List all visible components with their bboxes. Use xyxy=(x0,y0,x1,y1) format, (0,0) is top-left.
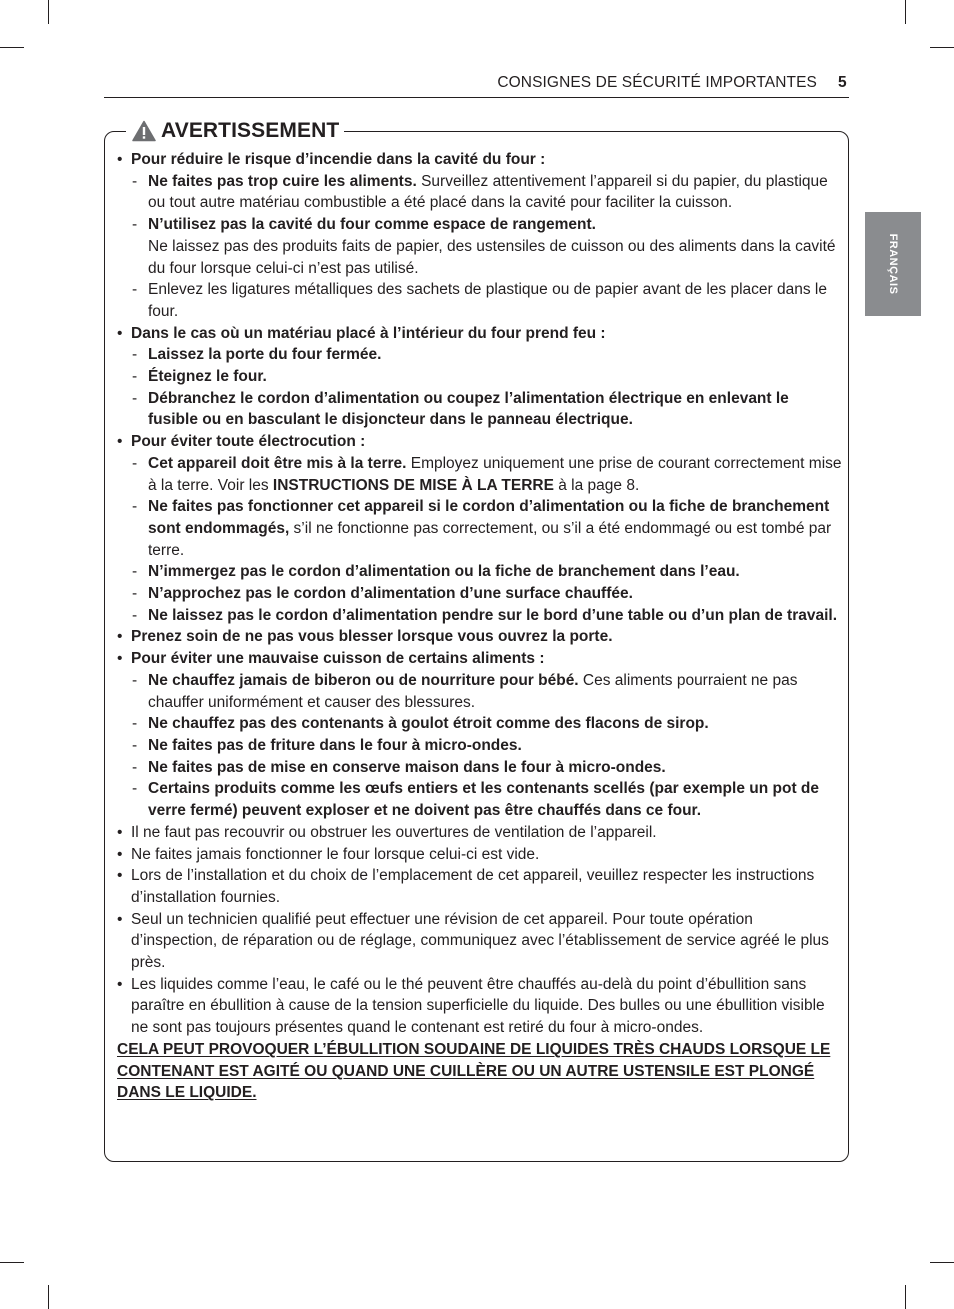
final-warning: CELA PEUT PROVOQUER L’ÉBULLITION SOUDAINE DE LIQUIDES TRÈS CHAUDS LORSQUE LE CONTENANT EST AGITÉ OU QUAND UNE CUILLÈRE OU UN AUTRE USTENSILE EST PLONGÉ DANS LE LIQUIDE. xyxy=(117,1040,831,1102)
dash-marker: - xyxy=(132,281,138,299)
sub-item xyxy=(117,605,842,627)
bullet-marker: • xyxy=(117,433,123,451)
bullet-marker: • xyxy=(117,910,123,928)
sub-item xyxy=(117,778,842,821)
item-text: à la page 8. xyxy=(553,476,640,494)
warning-title xyxy=(126,115,344,147)
item-text: Employez uniquement une prise de courant correctement mise à la terre. Voir les xyxy=(148,454,842,494)
item-bold-text: Cet appareil doit être mis à la terre. xyxy=(148,454,407,472)
item-bold-text: Certains produits comme les œufs entiers et les contenants scellés (par exemple un pot de verre fermé) peuvent exploser et ne doivent pas être chauffés dans ce four. xyxy=(148,780,819,820)
item-bold-text: N’utilisez pas la cavité du four comme espace de rangement. xyxy=(148,216,596,234)
sub-item xyxy=(117,453,842,496)
dash-marker: - xyxy=(132,563,138,581)
dash-marker: - xyxy=(132,671,138,689)
bullet-marker: • xyxy=(117,650,123,668)
page-header-title: CONSIGNES DE SÉCURITÉ IMPORTANTES xyxy=(497,74,817,91)
item-text: Surveillez attentivement l’appareil si du papier, du plastique ou tout autre matériau combustible a été placé dans la cavité pour faciliter la cuisson. xyxy=(148,172,828,212)
bullet-item xyxy=(117,323,842,345)
item-bold-text: Ne laissez pas le cordon d’alimentation pendre sur le bord d’une table ou d’un plan de travail. xyxy=(148,606,838,624)
item-text: s’il ne fonctionne pas correctement, ou s’il a été endommagé ou est tombé par terre. xyxy=(148,519,832,559)
sub-item xyxy=(117,561,842,583)
sub-item xyxy=(117,670,842,713)
bullet-item xyxy=(117,844,842,866)
sub-item xyxy=(117,279,842,322)
bullet-marker: • xyxy=(117,151,123,168)
dash-marker: - xyxy=(132,736,138,754)
sub-item xyxy=(117,583,842,605)
item-bold-text: Ne faites pas trop cuire les aliments. xyxy=(148,172,417,190)
dash-marker: - xyxy=(132,498,138,516)
sub-item xyxy=(117,713,842,735)
item-text: Les liquides comme l’eau, le café ou le thé peuvent être chauffés au-delà du point d’ébullition sans paraître en ébullition à cause de la tension superficielle du liquide. Des bulles ou une ébullition visible ne sont pas toujours présentes quand le contenant est retiré du four à micro-ondes. xyxy=(131,975,825,1037)
dash-marker: - xyxy=(132,606,138,624)
item-bold-text: Pour réduire le risque d’incendie dans la cavité du four : xyxy=(131,151,546,168)
crop-mark xyxy=(0,47,24,48)
item-bold-text: N’approchez pas le cordon d’alimentation d’une surface chauffée. xyxy=(148,585,633,603)
bullet-item xyxy=(117,909,842,974)
dash-marker: - xyxy=(132,758,138,776)
bullet-marker: • xyxy=(117,324,123,342)
warning-title-text: AVERTISSEMENT xyxy=(161,119,340,142)
dash-marker: - xyxy=(132,172,138,190)
crop-mark xyxy=(905,1285,906,1309)
dash-marker: - xyxy=(132,368,138,386)
crop-mark xyxy=(930,1262,954,1263)
item-text: Ne laissez pas des produits faits de papier, des ustensiles de cuisson ou des aliments dans la cavité du four lorsque celui-ci n’est pas utilisé. xyxy=(148,237,836,277)
bullet-marker: • xyxy=(117,975,123,993)
item-bold-text: N’immergez pas le cordon d’alimentation ou la fiche de branchement dans l’eau. xyxy=(148,563,740,581)
warning-triangle-icon xyxy=(132,120,156,142)
bullet-marker: • xyxy=(117,823,123,841)
crop-mark xyxy=(48,0,49,24)
sub-item xyxy=(117,366,842,388)
sub-item xyxy=(117,735,842,757)
sub-item xyxy=(117,388,842,431)
crop-mark xyxy=(0,1262,24,1263)
warning-content xyxy=(117,149,842,1104)
item-bold-text: Ne chauffez pas des contenants à goulot étroit comme des flacons de sirop. xyxy=(148,715,709,733)
dash-marker: - xyxy=(132,780,138,798)
bullet-item xyxy=(117,865,842,908)
item-text: Ces aliments pourraient ne pas chauffer uniformément et causer des blessures. xyxy=(148,671,798,711)
item-bold-text: Pour éviter une mauvaise cuisson de certains aliments : xyxy=(131,650,545,668)
dash-marker: - xyxy=(132,585,138,603)
item-bold-text: Débranchez le cordon d’alimentation ou coupez l’alimentation électrique en enlevant le fusible ou en basculant le disjoncteur dans le panneau électrique. xyxy=(148,389,789,429)
page-number: 5 xyxy=(838,74,847,91)
dash-marker: - xyxy=(132,346,138,364)
item-bold-text: Éteignez le four. xyxy=(148,368,267,386)
header-divider xyxy=(104,97,849,98)
dash-marker: - xyxy=(132,454,138,472)
item-text: Lors de l’installation et du choix de l’emplacement de cet appareil, veuillez respecter les instructions d’installation fournies. xyxy=(131,867,815,906)
bullet-item xyxy=(117,149,842,171)
item-text: Seul un technicien qualifié peut effectuer une révision de cet appareil. Pour toute opération d’inspection, de réparation ou de réglage, communiquez avec l’établissement de service agréé le plus près. xyxy=(131,910,829,972)
sub-item xyxy=(117,344,842,366)
bullet-item xyxy=(117,648,842,670)
item-text: Il ne faut pas recouvrir ou obstruer les ouvertures de ventilation de l’appareil. xyxy=(131,823,657,841)
bullet-marker: • xyxy=(117,628,123,646)
item-bold-text: Ne chauffez jamais de biberon ou de nourriture pour bébé. xyxy=(148,671,579,689)
item-bold-text: Ne faites pas fonctionner cet appareil si le cordon d’alimentation ou la fiche de branchement sont endommagés, xyxy=(148,498,830,537)
item-bold-text: Ne faites pas de mise en conserve maison dans le four à micro-ondes. xyxy=(148,758,666,776)
item-bold-text: Pour éviter toute électrocution : xyxy=(131,433,366,451)
language-tab-label: FRANÇAIS xyxy=(887,233,899,295)
sub-item xyxy=(117,757,842,779)
item-bold-text: Dans le cas où un matériau placé à l’intérieur du four prend feu : xyxy=(131,324,606,342)
bullet-item xyxy=(117,974,842,1039)
item-bold-text: INSTRUCTIONS DE MISE À LA TERRE xyxy=(272,476,554,494)
item-bold-text: Laissez la porte du four fermée. xyxy=(148,346,382,364)
item-text: Ne faites jamais fonctionner le four lorsque celui-ci est vide. xyxy=(131,845,540,863)
item-bold-text: Ne faites pas de friture dans le four à micro-ondes. xyxy=(148,736,522,754)
dash-marker: - xyxy=(132,216,138,234)
dash-marker: - xyxy=(132,715,138,733)
bullet-item xyxy=(117,431,842,453)
bullet-item xyxy=(117,822,842,844)
sub-item xyxy=(117,171,842,214)
dash-marker: - xyxy=(132,389,138,407)
item-text: Enlevez les ligatures métalliques des sachets de plastique ou de papier avant de les placer dans le four. xyxy=(148,281,827,320)
item-bold-text: Prenez soin de ne pas vous blesser lorsque vous ouvrez la porte. xyxy=(131,628,613,646)
bullet-marker: • xyxy=(117,845,123,863)
warning-list xyxy=(117,149,842,1039)
crop-mark xyxy=(905,0,906,24)
crop-mark xyxy=(48,1285,49,1309)
bullet-marker: • xyxy=(117,867,123,885)
bullet-item xyxy=(117,626,842,648)
sub-item xyxy=(117,496,842,561)
language-tab xyxy=(865,212,921,316)
crop-mark xyxy=(930,47,954,48)
sub-item xyxy=(117,214,842,279)
